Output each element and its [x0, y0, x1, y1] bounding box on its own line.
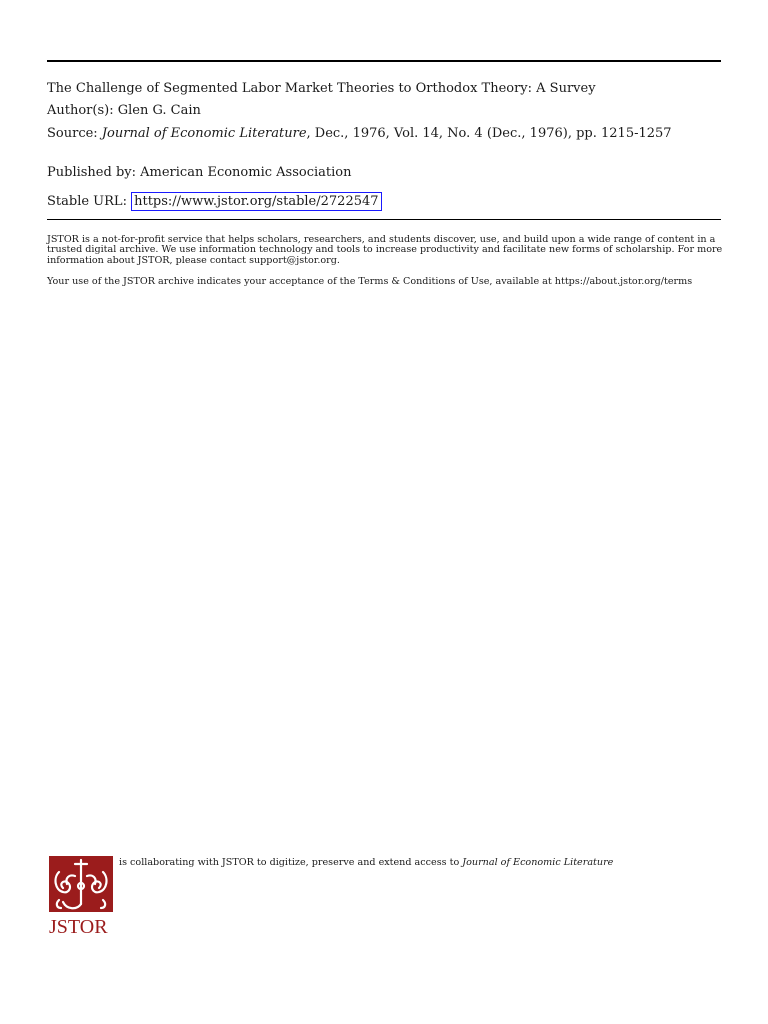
author-name: Glen G. Cain: [117, 103, 201, 118]
divider-rule: [47, 219, 721, 220]
collaboration-statement: [119, 857, 679, 868]
top-rule: [47, 60, 721, 62]
source-label: Source:: [47, 126, 98, 141]
collab-journal: Journal of Economic Literature: [462, 857, 614, 868]
author-label: Author(s):: [47, 103, 114, 118]
stable-url-line: [47, 192, 382, 211]
jstor-logo-icon: [49, 856, 113, 936]
stable-url-label: Stable URL:: [47, 194, 127, 209]
stable-url-link[interactable]: https://www.jstor.org/stable/2722547: [131, 192, 381, 211]
article-title: The Challenge of Segmented Labor Market Theories to Orthodox Theory: A Survey: [47, 81, 596, 96]
jstor-logo-text: JSTOR: [49, 916, 108, 936]
jstor-logo: [49, 856, 113, 936]
publisher-name: American Economic Association: [140, 165, 352, 180]
publisher-line: [47, 165, 351, 180]
source-line: [47, 127, 727, 140]
collab-text: is collaborating with JSTOR to digitize, preserve and extend access to: [119, 857, 463, 868]
source-detail: , Dec., 1976, Vol. 14, No. 4 (Dec., 1976), pp. 1215-1257: [306, 126, 672, 141]
jstor-about-notice: JSTOR is a not-for-profit service that helps scholars, researchers, and students discover, use, and build upon a wide range of content in a trusted digital archive. We use information technology and tools to increase productivity and facilitate new forms of scholarship. For more information about JSTOR, please contact support@jstor.org.: [47, 234, 723, 266]
journal-name: Journal of Economic Literature: [101, 126, 307, 141]
publisher-label: Published by:: [47, 165, 136, 180]
terms-notice: Your use of the JSTOR archive indicates your acceptance of the Terms & Conditions of Use, available at https://about.jstor.org/terms: [47, 276, 693, 287]
author-line: [47, 103, 201, 118]
